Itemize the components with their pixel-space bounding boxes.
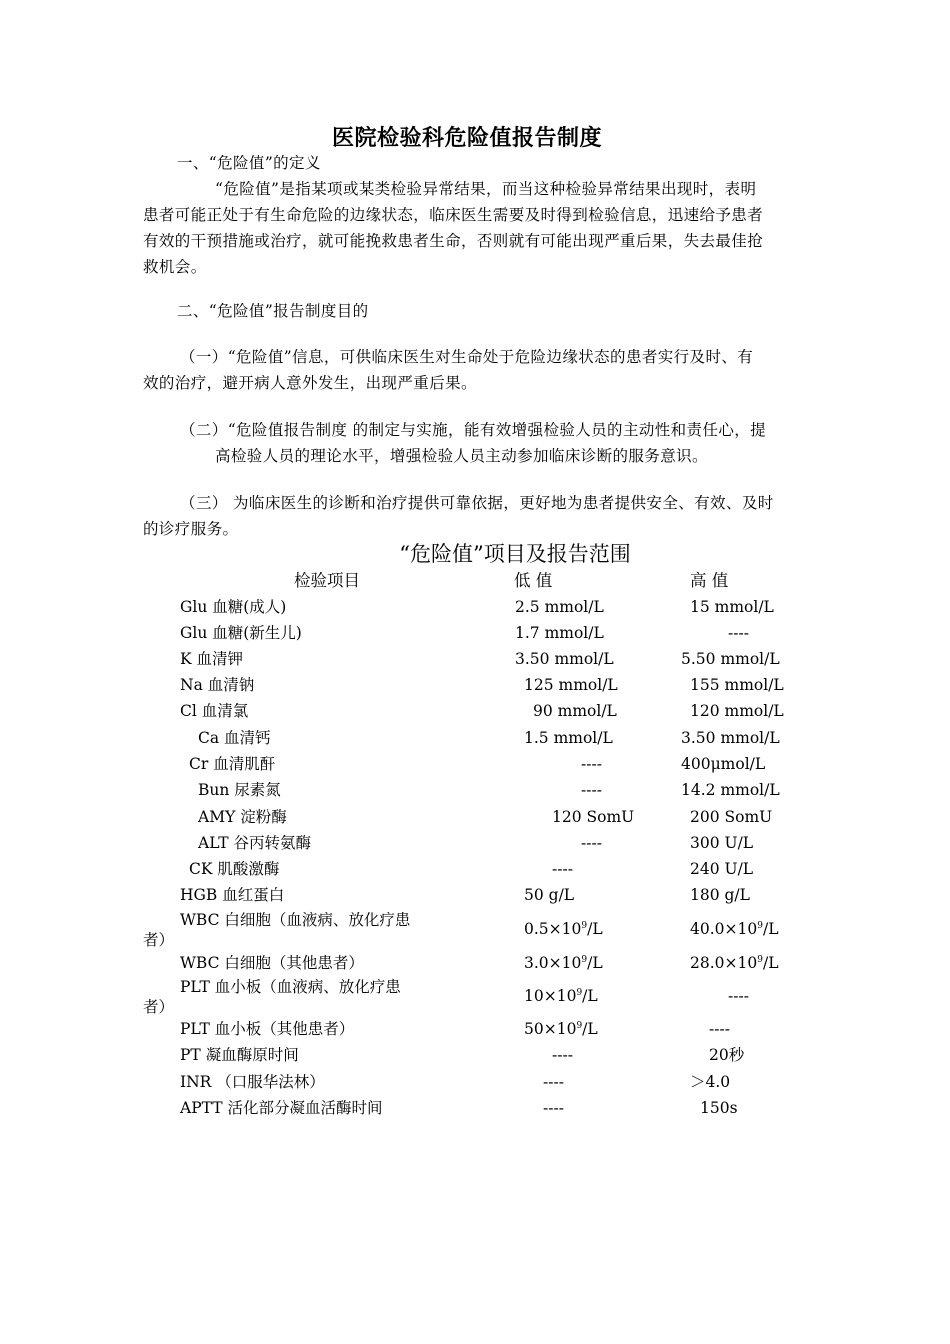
table-row-low: $50\times 10^9/L$ [524,1020,598,1038]
table-row-item: Glu 血糖(新生儿) [180,624,302,642]
table-row-high: 400μmol/L [681,755,766,773]
table-row-item: Cl 血清氯 [180,702,249,720]
table-row-item: HGB 血红蛋白 [180,886,285,904]
table-row-item: APTT 活化部分凝血活酶时间 [180,1099,383,1117]
table-row-item: CK 肌酸激酶 [189,860,280,878]
table-row-item-continued: 者） [143,931,175,949]
table-row-low: 2.5 mmol/L [515,598,604,616]
table-row-low: 90 mmol/L [533,702,617,720]
table-row-item: WBC 白细胞（血液病、放化疗患 [180,911,411,929]
table-row-item-continued: 者） [143,998,175,1016]
column-header-item: 检验项目 [294,571,360,590]
table-row-high: $40.0\times 10^9/L$ [690,920,779,938]
table-title: “危险值”项目及报告范围 [399,542,631,566]
table-row-high: 120 mmol/L [690,702,784,720]
table-row-high: 15 mmol/L [690,598,774,616]
paragraph-line: 效的治疗，避开病人意外发生，出现严重后果。 [143,374,477,392]
table-row-low: 1.7 mmol/L [515,624,604,642]
table-row-high: 240 U/L [690,860,754,878]
paragraph-line: （二）“危险值报告制度 的制定与实施，能有效增强检验人员的主动性和责任心，提 [180,421,767,439]
table-row-low: 1.5 mmol/L [524,729,613,747]
table-row-item: Ca 血清钙 [198,729,271,747]
section-heading-purpose: 二、“危险值”报告制度目的 [177,302,369,320]
table-row-low: 50 g/L [524,886,575,904]
table-row-high: 300 U/L [690,834,754,852]
table-row-item: K 血清钾 [180,650,244,668]
table-row-low: ---- [581,781,602,799]
paragraph-line: 有效的干预措施或治疗，就可能挽救患者生命，否则就有可能出现严重后果，失去最佳抢 [143,232,764,250]
table-row-item: PLT 血小板（血液病、放化疗患 [180,978,401,996]
table-row-item: PT 凝血酶原时间 [180,1046,299,1064]
paragraph-line: 救机会。 [143,258,207,276]
table-row-high: ---- [728,624,749,642]
document-title: 医院检验科危险值报告制度 [331,126,602,151]
section-heading-definition: 一、“危险值”的定义 [177,154,321,172]
table-row-low: ---- [552,860,573,878]
table-row-low: $0.5\times 10^9/L$ [524,920,603,938]
table-row-high: $28.0\times 10^9/L$ [690,954,779,972]
table-row-low: ---- [552,1046,573,1064]
table-row-high: ---- [709,1020,730,1038]
table-row-item: AMY 淀粉酶 [198,808,287,826]
table-row-high: 200 SomU [690,808,773,826]
table-row-item: Na 血清钠 [180,676,255,694]
table-row-high: 150s [700,1099,738,1117]
table-row-item: Glu 血糖(成人) [180,598,287,616]
paragraph-line: 的诊疗服务。 [143,520,239,538]
table-row-high: ＞4.0 [690,1073,731,1091]
table-row-low: 3.50 mmol/L [515,650,614,668]
table-row-high: 14.2 mmol/L [681,781,780,799]
table-row-low: 120 SomU [552,808,635,826]
table-row-low: $10\times 10^9/L$ [524,987,598,1005]
paragraph-line: （一）“危险值”信息，可供临床医生对生命处于危险边缘状态的患者实行及时、有 [180,348,754,366]
column-header-high: 高 值 [690,571,729,590]
paragraph-line: 高检验人员的理论水平，增强检验人员主动参加临床诊断的服务意识。 [215,447,708,465]
table-row-high: 155 mmol/L [690,676,784,694]
table-row-item: Cr 血清肌酐 [189,755,276,773]
table-row-item: WBC 白细胞（其他患者） [180,954,364,972]
table-row-low: 125 mmol/L [524,676,618,694]
paragraph-line: “危险值”是指某项或某类检验异常结果，而当这种检验异常结果出现时，表明 [215,180,757,198]
table-row-item: INR （口服华法林） [180,1073,325,1091]
table-row-high: 20秒 [709,1046,745,1064]
table-row-high: 3.50 mmol/L [681,729,780,747]
table-row-low: ---- [581,755,602,773]
column-header-low: 低 值 [514,571,553,590]
paragraph-line: 患者可能正处于有生命危险的边缘状态，临床医生需要及时得到检验信息，迅速给予患者 [143,206,764,224]
table-row-high: 5.50 mmol/L [681,650,780,668]
table-row-low: ---- [581,834,602,852]
table-row-item: ALT 谷丙转氨酶 [198,834,311,852]
table-row-low: ---- [543,1073,564,1091]
table-row-low: ---- [543,1099,564,1117]
table-row-item: PLT 血小板（其他患者） [180,1020,355,1038]
table-row-high: 180 g/L [690,886,750,904]
table-row-high: ---- [728,987,749,1005]
table-row-low: $3.0\times 10^9/L$ [524,954,603,972]
table-row-item: Bun 尿素氮 [198,781,281,799]
paragraph-line: （三） 为临床医生的诊断和治疗提供可靠依据，更好地为患者提供安全、有效、及时 [180,494,774,512]
